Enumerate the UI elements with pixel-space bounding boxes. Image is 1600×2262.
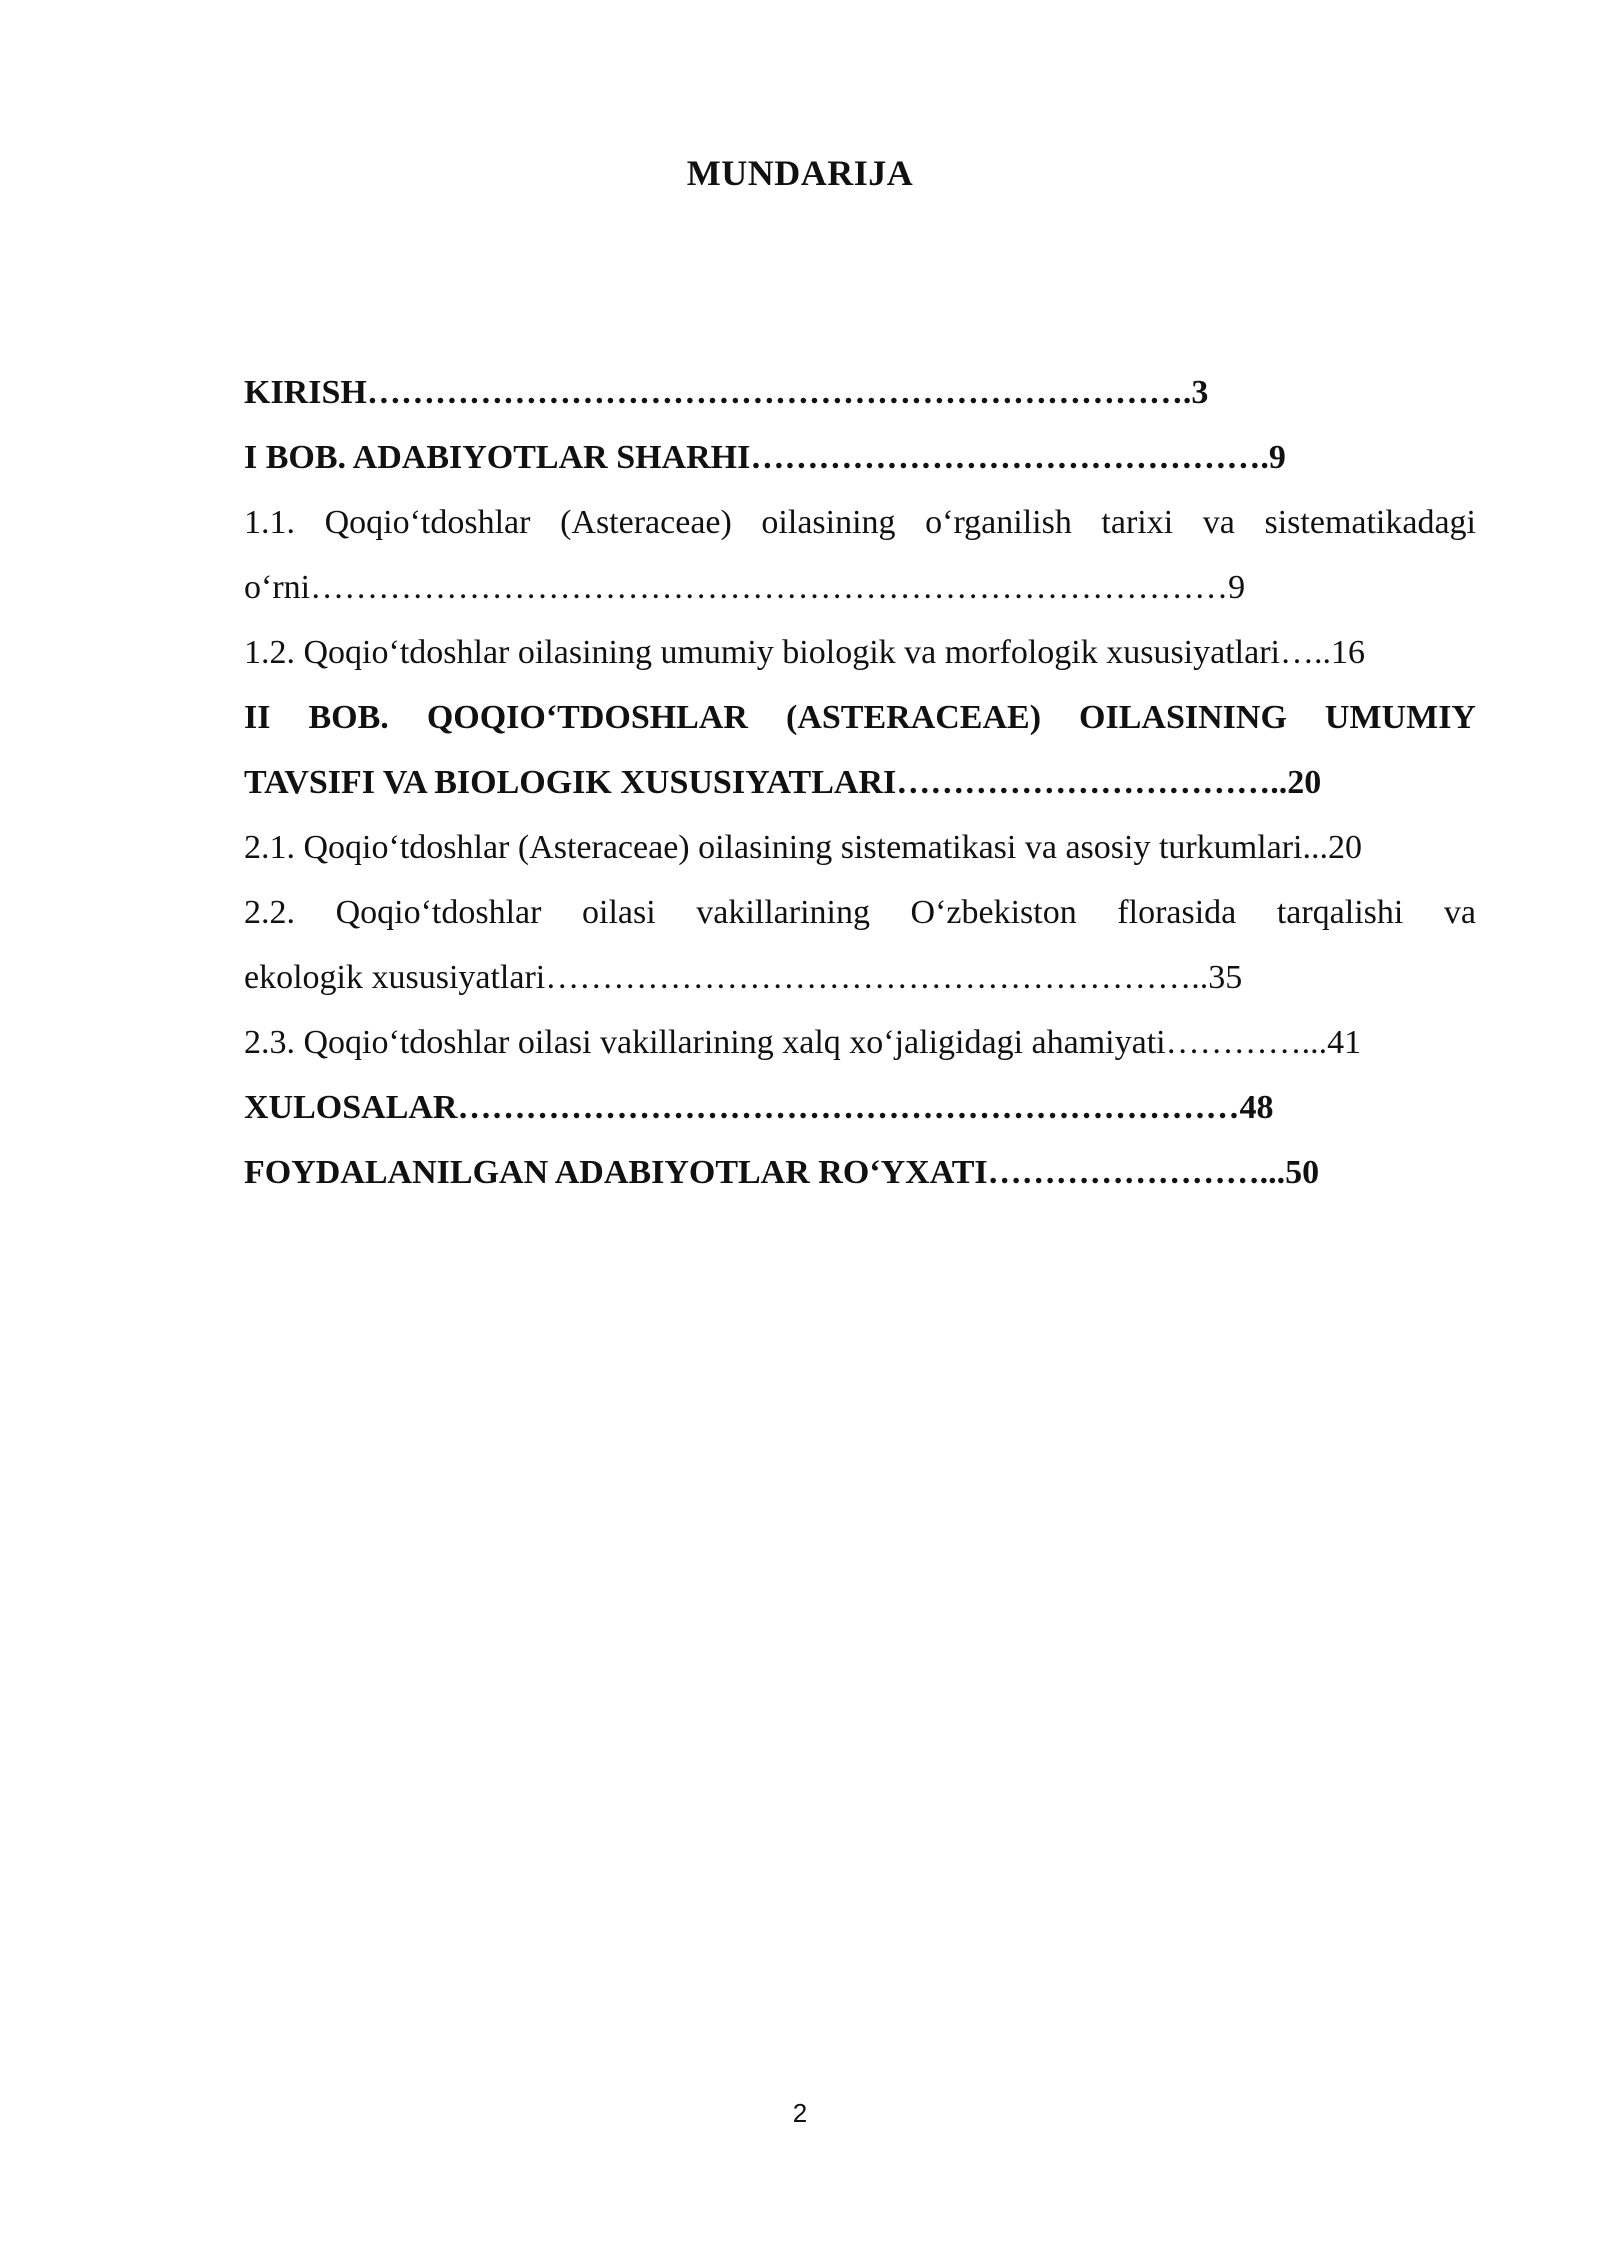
page-number: 2 [792, 2098, 808, 2128]
toc-entry-introduction: KIRISH……………………………………………………………….3 [244, 374, 1209, 411]
toc-entry-section-1-1-cont: o‘rni………………………………………………………………………9 [244, 569, 1246, 606]
toc-entry-chapter-2: II BOB. QOQIO‘TDOSHLAR (ASTERACEAE) OILASINING UMUMIY [244, 699, 1476, 736]
toc-entry-conclusions: XULOSALAR……………………………………………………………48 [244, 1089, 1274, 1126]
toc-entry-references: FOYDALANILGAN ADABIYOTLAR RO‘YXATI……………………...50 [244, 1154, 1320, 1191]
toc-entry-section-2-3: 2.3. Qoqio‘tdoshlar oilasi vakillarining xalq xo‘jaligidagi ahamiyati…………...41 [244, 1024, 1362, 1061]
toc-entry-section-2-2-cont: ekologik xususiyatlari…………………………………………………..35 [244, 959, 1243, 996]
page-title: MUNDARIJA [686, 153, 914, 193]
table-of-contents [244, 360, 1476, 1205]
toc-entry-section-2-1: 2.1. Qoqio‘tdoshlar (Asteraceae) oilasining sistematikasi va asosiy turkumlari...20 [244, 829, 1362, 866]
toc-entry-section-1-1: 1.1. Qoqio‘tdoshlar (Asteraceae) oilasining o‘rganilish tarixi va sistematikadagi [244, 504, 1476, 541]
toc-entry-chapter-1: I BOB. ADABIYOTLAR SHARHI……………………………………….9 [244, 439, 1286, 476]
toc-entry-chapter-2-cont: TAVSIFI VA BIOLOGIK XUSUSIYATLARI……………………………..20 [244, 764, 1322, 801]
toc-entry-section-2-2: 2.2. Qoqio‘tdoshlar oilasi vakillarining O‘zbekiston florasida tarqalishi va [244, 894, 1476, 931]
toc-entry-section-1-2: 1.2. Qoqio‘tdoshlar oilasining umumiy biologik va morfologik xususiyatlari…..16 [244, 634, 1365, 671]
